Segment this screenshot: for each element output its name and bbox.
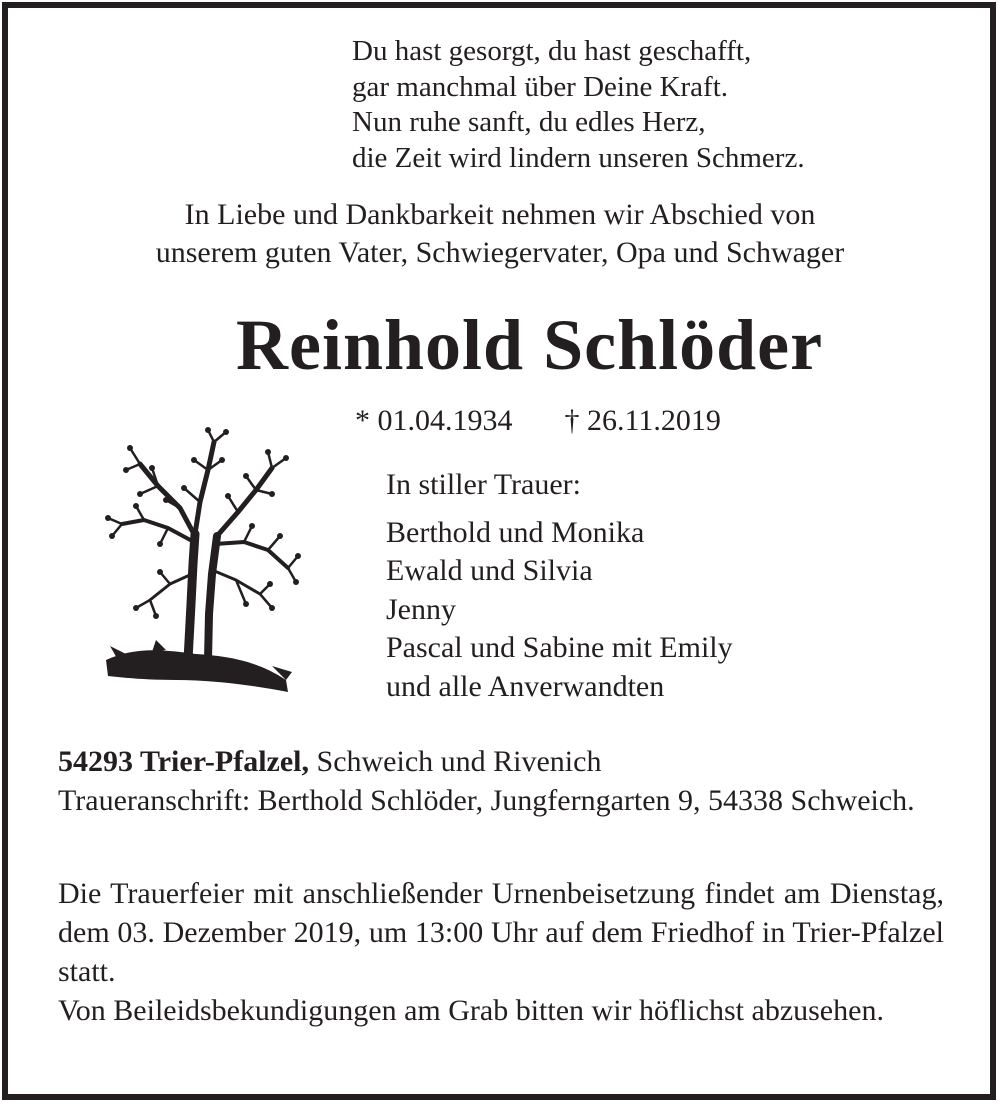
death-date: † 26.11.2019 — [564, 404, 721, 437]
intro-line: unserem guten Vater, Schwiegervater, Opa und Schwager — [155, 236, 845, 269]
condolence-request: Von Beileidsbekundigungen am Grab bitten wir höflichst abzusehen. — [58, 994, 884, 1027]
mourning-address: Traueranschrift: Berthold Schlöder, Jungferngarten 9, 54338 Schweich. — [58, 784, 915, 817]
place-rest: Schweich und Rivenich — [309, 745, 602, 778]
poem — [352, 34, 952, 176]
life-dates — [355, 401, 721, 441]
poem-line: gar manchmal über Deine Kraft. — [352, 70, 729, 103]
deceased-name: Reinhold Schlöder — [236, 305, 824, 385]
ceremony-block — [58, 874, 944, 1030]
poem-line: Nun ruhe sanft, du edles Herz, — [352, 106, 706, 138]
place-line — [58, 742, 944, 781]
mourners-heading: In stiller Trauer: — [386, 468, 581, 501]
service-info: Die Trauerfeier mit anschließender Urnenbeisetzung findet am Dienstag, dem 03. Dezember 2019, um 13:00 Uhr auf dem Friedhof in Trier-Pfalzel statt. — [58, 877, 944, 988]
place-bold: 54293 Trier-Pfalzel, — [58, 745, 310, 778]
mourner-name: und alle Anverwandten — [386, 669, 665, 703]
mourner-name: Ewald und Silvia — [386, 554, 593, 588]
birth-date: * 01.04.1934 — [355, 404, 513, 437]
intro-text — [0, 196, 1000, 272]
intro-line: In Liebe und Dankbarkeit nehmen wir Abschied von — [184, 198, 816, 231]
poem-line: die Zeit wird lindern unseren Schmerz. — [352, 141, 805, 174]
mourners-list — [386, 514, 733, 706]
mourner-name: Pascal und Sabine mit Emily — [386, 631, 733, 665]
mourner-name: Jenny — [386, 592, 456, 626]
tree-icon — [96, 424, 302, 702]
mourner-name: Berthold und Monika — [386, 516, 645, 549]
address-block — [58, 742, 944, 820]
poem-line: Du hast gesorgt, du hast geschafft, — [352, 35, 752, 67]
